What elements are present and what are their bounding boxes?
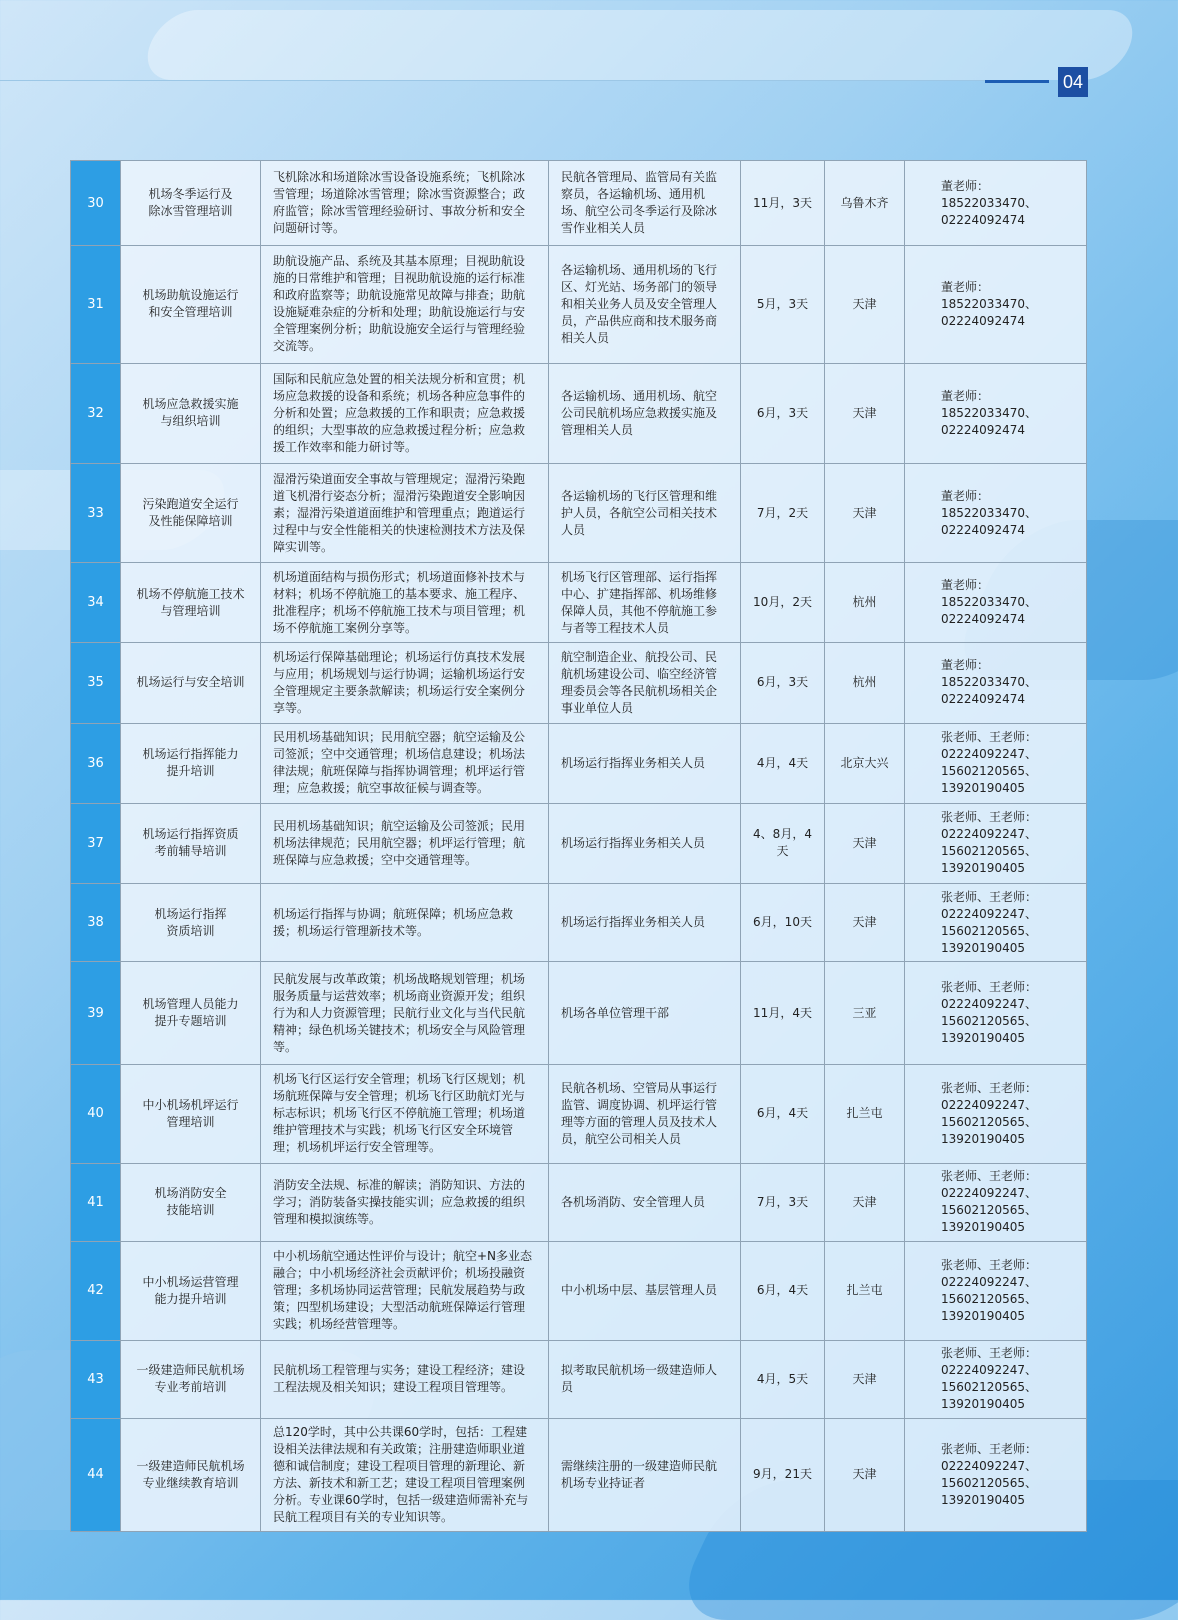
location: 扎兰屯: [846, 1283, 883, 1298]
contact-cell: [905, 1241, 1087, 1340]
course-content: 总120学时，其中公共课60学时，包括：工程建设相关法律法规和有关政策；注册建造师职业道德和诚信制度；建设工程项目管理的新理论、新方法、新技术和新工艺；建设工程项目管理案例分析。专业课60学时，包括一级建造师需补充与民航工程项目有关的专业知识等。: [273, 1424, 529, 1524]
location: 杭州: [852, 675, 877, 690]
row-number: 32: [87, 405, 104, 421]
location-cell: [825, 363, 905, 464]
course-content: 民航机场工程管理与实务；建设工程经济；建设工程法规及相关知识；建设工程项目管理等。: [273, 1363, 526, 1395]
table-row: [71, 1340, 1087, 1418]
course-content: 机场道面结构与损伤形式；机场道面修补技术与材料；机场不停航施工的基本要求、施工程序、批准程序；机场不停航施工技术与项目管理；机场不停航施工案例分享等。: [273, 569, 526, 635]
target-audience: 各运输机场的飞行区管理和维护人员，各航空公司相关技术人员: [561, 488, 718, 537]
table-row: [71, 246, 1087, 363]
row-number-cell: [71, 161, 121, 246]
contact-cell: [905, 1340, 1087, 1418]
location: 三亚: [852, 1005, 877, 1020]
location-cell: [825, 1163, 905, 1241]
contact-cell: [905, 643, 1087, 723]
course-name-cell: [121, 962, 261, 1065]
target-audience-cell: [549, 1163, 741, 1241]
course-name: 机场助航设施运行 和安全管理培训: [142, 288, 239, 320]
target-audience: 机场各单位管理干部: [561, 1005, 670, 1020]
schedule: 6月，3天: [756, 405, 809, 420]
course-content-cell: [261, 563, 549, 643]
row-number: 30: [87, 195, 104, 211]
course-content-cell: [261, 1163, 549, 1241]
target-audience-cell: [549, 723, 741, 803]
contact: 董老师：18522033470、 02224092474: [941, 578, 1037, 627]
decor-band: [137, 10, 1142, 80]
target-audience: 机场运行指挥业务相关人员: [561, 835, 706, 850]
row-number: 38: [87, 915, 104, 931]
table-row: [71, 962, 1087, 1065]
table-row: [71, 464, 1087, 563]
course-name: 机场运行指挥能力 提升培训: [142, 747, 239, 779]
target-audience-cell: [549, 1418, 741, 1531]
schedule: 7月，3天: [756, 1194, 809, 1209]
schedule-cell: [741, 246, 825, 363]
table-row: [71, 161, 1087, 246]
row-number: 41: [87, 1194, 104, 1210]
schedule-cell: [741, 464, 825, 563]
course-name: 一级建造师民航机场 专业考前培训: [136, 1363, 245, 1395]
contact-cell: [905, 723, 1087, 803]
course-name: 机场运行与安全培训: [136, 675, 245, 690]
contact-cell: [905, 464, 1087, 563]
course-content: 国际和民航应急处置的相关法规分析和宣贯；机场应急救援的设备和系统；机场各种应急事件的分析和处置；应急救援的工作和职责；应急救援的组织；大型事故的应急救援过程分析；应急救援工作效率和能力研讨等。: [273, 371, 526, 454]
schedule: 6月，3天: [756, 675, 809, 690]
course-name-cell: [121, 363, 261, 464]
target-audience: 机场运行指挥业务相关人员: [561, 755, 706, 770]
target-audience-cell: [549, 161, 741, 246]
target-audience: 中小机场中层、基层管理人员: [561, 1283, 718, 1298]
schedule-cell: [741, 1163, 825, 1241]
course-name-cell: [121, 1163, 261, 1241]
course-name: 机场运行指挥 资质培训: [154, 906, 227, 938]
location-cell: [825, 464, 905, 563]
location-cell: [825, 883, 905, 961]
contact: 张老师、王老师： 02224092247、 15602120565、 13920190405: [941, 1169, 1038, 1235]
page-number: 04: [1058, 67, 1088, 97]
schedule-cell: [741, 1064, 825, 1163]
location-cell: [825, 1340, 905, 1418]
contact: 董老师：18522033470、 02224092474: [941, 178, 1037, 227]
course-content: 中小机场航空通达性评价与设计；航空+N多业态融合；中小机场经济社会贡献评价；机场投融资管理；多机场协同运营管理；民航发展趋势与政策；四型机场建设；大型活动航班保障运行管理实践；机场经营管理等。: [273, 1249, 533, 1332]
course-content-cell: [261, 803, 549, 883]
location: 天津: [852, 505, 877, 520]
target-audience: 民航各机场、空管局从事运行监管、调度协调、机坪运行管理等方面的管理人员及技术人员，航空公司相关人员: [561, 1080, 718, 1146]
schedule: 7月，2天: [756, 505, 809, 520]
contact: 张老师、王老师： 02224092247、 15602120565、 13920190405: [941, 1346, 1038, 1412]
schedule-cell: [741, 161, 825, 246]
course-content-cell: [261, 643, 549, 723]
schedule: 10月，2天: [753, 595, 812, 610]
course-content: 民用机场基础知识；航空运输及公司签派；民用机场法律规范；民用航空器；机坪运行管理；航班保障与应急救援；空中交通管理等。: [273, 818, 526, 867]
course-name: 中小机场运营管理 能力提升培训: [142, 1274, 239, 1306]
course-content-cell: [261, 464, 549, 563]
location-cell: [825, 643, 905, 723]
row-number-cell: [71, 464, 121, 563]
row-number-cell: [71, 1418, 121, 1531]
course-name-cell: [121, 643, 261, 723]
contact: 张老师、王老师： 02224092247、 15602120565、 13920190405: [941, 730, 1038, 796]
target-audience: 拟考取民航机场一级建造师人员: [561, 1363, 718, 1395]
contact-cell: [905, 563, 1087, 643]
course-content-cell: [261, 161, 549, 246]
course-name: 机场应急救援实施 与组织培训: [142, 397, 239, 429]
course-name: 机场不停航施工技术 与管理培训: [136, 586, 245, 618]
course-name-cell: [121, 803, 261, 883]
row-number-cell: [71, 643, 121, 723]
row-number-cell: [71, 962, 121, 1065]
location-cell: [825, 803, 905, 883]
row-number: 31: [87, 296, 104, 312]
target-audience-cell: [549, 803, 741, 883]
course-name-cell: [121, 1064, 261, 1163]
row-number: 37: [87, 835, 104, 851]
course-name-cell: [121, 723, 261, 803]
schedule-cell: [741, 643, 825, 723]
course-content-cell: [261, 1340, 549, 1418]
target-audience-cell: [549, 1064, 741, 1163]
location: 天津: [852, 1194, 877, 1209]
contact: 张老师、王老师： 02224092247、 15602120565、 13920190405: [941, 810, 1038, 876]
target-audience-cell: [549, 962, 741, 1065]
contact: 张老师、王老师： 02224092247、 15602120565、 13920190405: [941, 1257, 1038, 1323]
schedule-cell: [741, 1241, 825, 1340]
course-content-cell: [261, 363, 549, 464]
location: 天津: [852, 915, 877, 930]
table-row: [71, 1163, 1087, 1241]
course-table-body: [71, 161, 1087, 1532]
course-content: 湿滑污染道面安全事故与管理规定；湿滑污染跑道飞机滑行姿态分析；湿滑污染跑道安全影响因素；湿滑污染道道面维护和管理重点；跑道运行过程中与安全性能相关的快速检测技术方法及保障实训等。: [273, 471, 526, 554]
target-audience-cell: [549, 363, 741, 464]
row-number: 44: [87, 1467, 104, 1483]
location-cell: [825, 723, 905, 803]
target-audience: 各运输机场、通用机场的飞行区、灯光站、场务部门的领导和相关业务人员及安全管理人员，产品供应商和技术服务商相关人员: [561, 262, 718, 345]
row-number-cell: [71, 1163, 121, 1241]
location: 天津: [852, 296, 877, 311]
location: 北京大兴: [840, 755, 889, 770]
target-audience-cell: [549, 1340, 741, 1418]
course-content: 机场运行指挥与协调；航班保障；机场应急救援；机场运行管理新技术等。: [273, 906, 514, 938]
course-name-cell: [121, 1340, 261, 1418]
schedule-cell: [741, 1418, 825, 1531]
row-number: 40: [87, 1106, 104, 1122]
table-row: [71, 363, 1087, 464]
location: 扎兰屯: [846, 1106, 883, 1121]
header-rule: [0, 80, 985, 81]
course-name: 中小机场机坪运行 管理培训: [142, 1097, 239, 1129]
target-audience: 各机场消防、安全管理人员: [561, 1194, 706, 1209]
row-number-cell: [71, 363, 121, 464]
course-name: 机场管理人员能力 提升专题培训: [142, 997, 239, 1029]
course-content-cell: [261, 962, 549, 1065]
course-name: 机场运行指挥资质 考前辅导培训: [142, 827, 239, 859]
contact: 董老师：18522033470、 02224092474: [941, 488, 1037, 537]
row-number-cell: [71, 563, 121, 643]
course-name-cell: [121, 1418, 261, 1531]
contact: 张老师、王老师： 02224092247、 15602120565、 13920190405: [941, 889, 1038, 955]
table-row: [71, 643, 1087, 723]
course-name: 机场消防安全 技能培训: [154, 1186, 227, 1218]
course-name-cell: [121, 883, 261, 961]
location: 天津: [852, 1467, 877, 1482]
course-name: 污染跑道安全运行 及性能保障培训: [142, 497, 239, 529]
course-name-cell: [121, 1241, 261, 1340]
contact-cell: [905, 803, 1087, 883]
schedule-cell: [741, 563, 825, 643]
target-audience: 需继续注册的一级建造师民航机场专业持证者: [561, 1458, 718, 1490]
course-content: 助航设施产品、系统及其基本原理；目视助航设施的日常维护和管理；目视助航设施的运行标准和政府监察等；助航设施常见故障与排查；助航设施疑难杂症的分析和处理；助航设施运行与安全管理案例分析；助航设施安全运行与管理经验交流等。: [273, 254, 526, 354]
course-content-cell: [261, 246, 549, 363]
course-content-cell: [261, 1418, 549, 1531]
course-content-cell: [261, 1241, 549, 1340]
location-cell: [825, 1241, 905, 1340]
target-audience-cell: [549, 1241, 741, 1340]
schedule-cell: [741, 962, 825, 1065]
location-cell: [825, 246, 905, 363]
row-number: 36: [87, 755, 104, 771]
schedule: 4月，4天: [756, 755, 809, 770]
contact-cell: [905, 883, 1087, 961]
schedule: 4、8月，4天: [753, 827, 812, 859]
schedule: 11月，3天: [753, 195, 812, 210]
target-audience-cell: [549, 246, 741, 363]
course-name-cell: [121, 563, 261, 643]
row-number: 33: [87, 505, 104, 521]
table-row: [71, 563, 1087, 643]
location-cell: [825, 1418, 905, 1531]
contact: 张老师、王老师： 02224092247、 15602120565、 13920190405: [941, 1441, 1038, 1507]
course-content: 飞机除冰和场道除冰雪设备设施系统；飞机除冰雪管理；场道除冰雪管理；除冰雪资源整合；政府监管；除冰雪管理经验研讨、事故分析和安全问题研讨等。: [273, 170, 526, 236]
course-name: 一级建造师民航机场 专业继续教育培训: [136, 1458, 245, 1490]
row-number-cell: [71, 1064, 121, 1163]
schedule-cell: [741, 723, 825, 803]
contact-cell: [905, 1163, 1087, 1241]
course-name: 机场冬季运行及 除冰雪管理培训: [148, 187, 233, 219]
row-number-cell: [71, 1340, 121, 1418]
table-row: [71, 803, 1087, 883]
target-audience: 民航各管理局、监管局有关监察员，各运输机场、通用机场、航空公司冬季运行及除冰雪作业相关人员: [561, 170, 718, 236]
location: 杭州: [852, 595, 877, 610]
course-content: 消防安全法规、标准的解读；消防知识、方法的学习；消防装备实操技能实训；应急救援的组织管理和模拟演练等。: [273, 1177, 526, 1226]
schedule: 9月，21天: [753, 1467, 812, 1482]
row-number: 39: [87, 1005, 104, 1021]
contact-cell: [905, 962, 1087, 1065]
schedule-cell: [741, 1340, 825, 1418]
contact-cell: [905, 1418, 1087, 1531]
course-table: [70, 160, 1087, 1532]
schedule: 5月，3天: [756, 296, 809, 311]
table-row: [71, 1241, 1087, 1340]
row-number-cell: [71, 1241, 121, 1340]
table-row: [71, 1064, 1087, 1163]
schedule-cell: [741, 803, 825, 883]
target-audience: 各运输机场、通用机场、航空公司民航机场应急救援实施及管理相关人员: [561, 388, 718, 437]
schedule: 11月，4天: [753, 1005, 812, 1020]
location-cell: [825, 161, 905, 246]
schedule: 6月，4天: [756, 1283, 809, 1298]
contact: 董老师：18522033470、 02224092474: [941, 388, 1037, 437]
row-number: 42: [87, 1283, 104, 1299]
location-cell: [825, 563, 905, 643]
target-audience: 机场飞行区管理部、运行指挥中心、扩建指挥部、机场维修保障人员，其他不停航施工参与者等工程技术人员: [561, 569, 718, 635]
contact-cell: [905, 246, 1087, 363]
page-number-rule: [985, 80, 1049, 83]
contact: 张老师、王老师： 02224092247、 15602120565、 13920190405: [941, 980, 1038, 1046]
location-cell: [825, 962, 905, 1065]
target-audience-cell: [549, 563, 741, 643]
contact-cell: [905, 161, 1087, 246]
course-content: 机场运行保障基础理论；机场运行仿真技术发展与应用；机场规划与运行协调；运输机场运行安全管理规定主要条款解读；机场运行安全案例分享等。: [273, 649, 526, 715]
schedule: 6月，4天: [756, 1106, 809, 1121]
course-name-cell: [121, 464, 261, 563]
course-content-cell: [261, 1064, 549, 1163]
table-row: [71, 883, 1087, 961]
row-number: 35: [87, 675, 104, 691]
schedule: 4月，5天: [756, 1371, 809, 1386]
course-name-cell: [121, 246, 261, 363]
location: 天津: [852, 405, 877, 420]
location: 天津: [852, 1371, 877, 1386]
location: 乌鲁木齐: [840, 195, 889, 210]
course-content: 民用机场基础知识；民用航空器；航空运输及公司签派；空中交通管理；机场信息建设；机场法律法规；航班保障与指挥协调管理；机坪运行管理；应急救援；航空事故征候与调查等。: [273, 730, 526, 796]
course-name-cell: [121, 161, 261, 246]
target-audience: 航空制造企业、航投公司、民航机场建设公司、临空经济管理委员会等各民航机场相关企事业单位人员: [561, 649, 718, 715]
schedule-cell: [741, 363, 825, 464]
table-row: [71, 1418, 1087, 1531]
target-audience-cell: [549, 643, 741, 723]
schedule-cell: [741, 883, 825, 961]
row-number: 43: [87, 1371, 104, 1387]
schedule: 6月，10天: [753, 915, 812, 930]
contact: 董老师：18522033470、 02224092474: [941, 658, 1037, 707]
target-audience: 机场运行指挥业务相关人员: [561, 915, 706, 930]
location: 天津: [852, 835, 877, 850]
contact: 张老师、王老师： 02224092247、 15602120565、 13920190405: [941, 1080, 1038, 1146]
contact: 董老师：18522033470、 02224092474: [941, 279, 1037, 328]
row-number-cell: [71, 723, 121, 803]
row-number-cell: [71, 246, 121, 363]
course-content: 机场飞行区运行安全管理；机场飞行区规划；机场航班保障与安全管理；机场飞行区助航灯光与标志标识；机场飞行区不停航施工管理；机场道维护管理技术与实践；机场飞行区安全环境管理；机场机坪运行安全管理等。: [273, 1072, 526, 1155]
target-audience-cell: [549, 883, 741, 961]
course-content-cell: [261, 723, 549, 803]
row-number-cell: [71, 803, 121, 883]
contact-cell: [905, 363, 1087, 464]
location-cell: [825, 1064, 905, 1163]
row-number-cell: [71, 883, 121, 961]
row-number: 34: [87, 595, 104, 611]
course-content-cell: [261, 883, 549, 961]
target-audience-cell: [549, 464, 741, 563]
contact-cell: [905, 1064, 1087, 1163]
course-content: 民航发展与改革政策；机场战略规划管理；机场服务质量与运营效率；机场商业资源开发；组织行为和人力资源管理；民航行业文化与当代民航精神；绿色机场关键技术；机场安全与风险管理等。: [273, 971, 526, 1054]
table-row: [71, 723, 1087, 803]
